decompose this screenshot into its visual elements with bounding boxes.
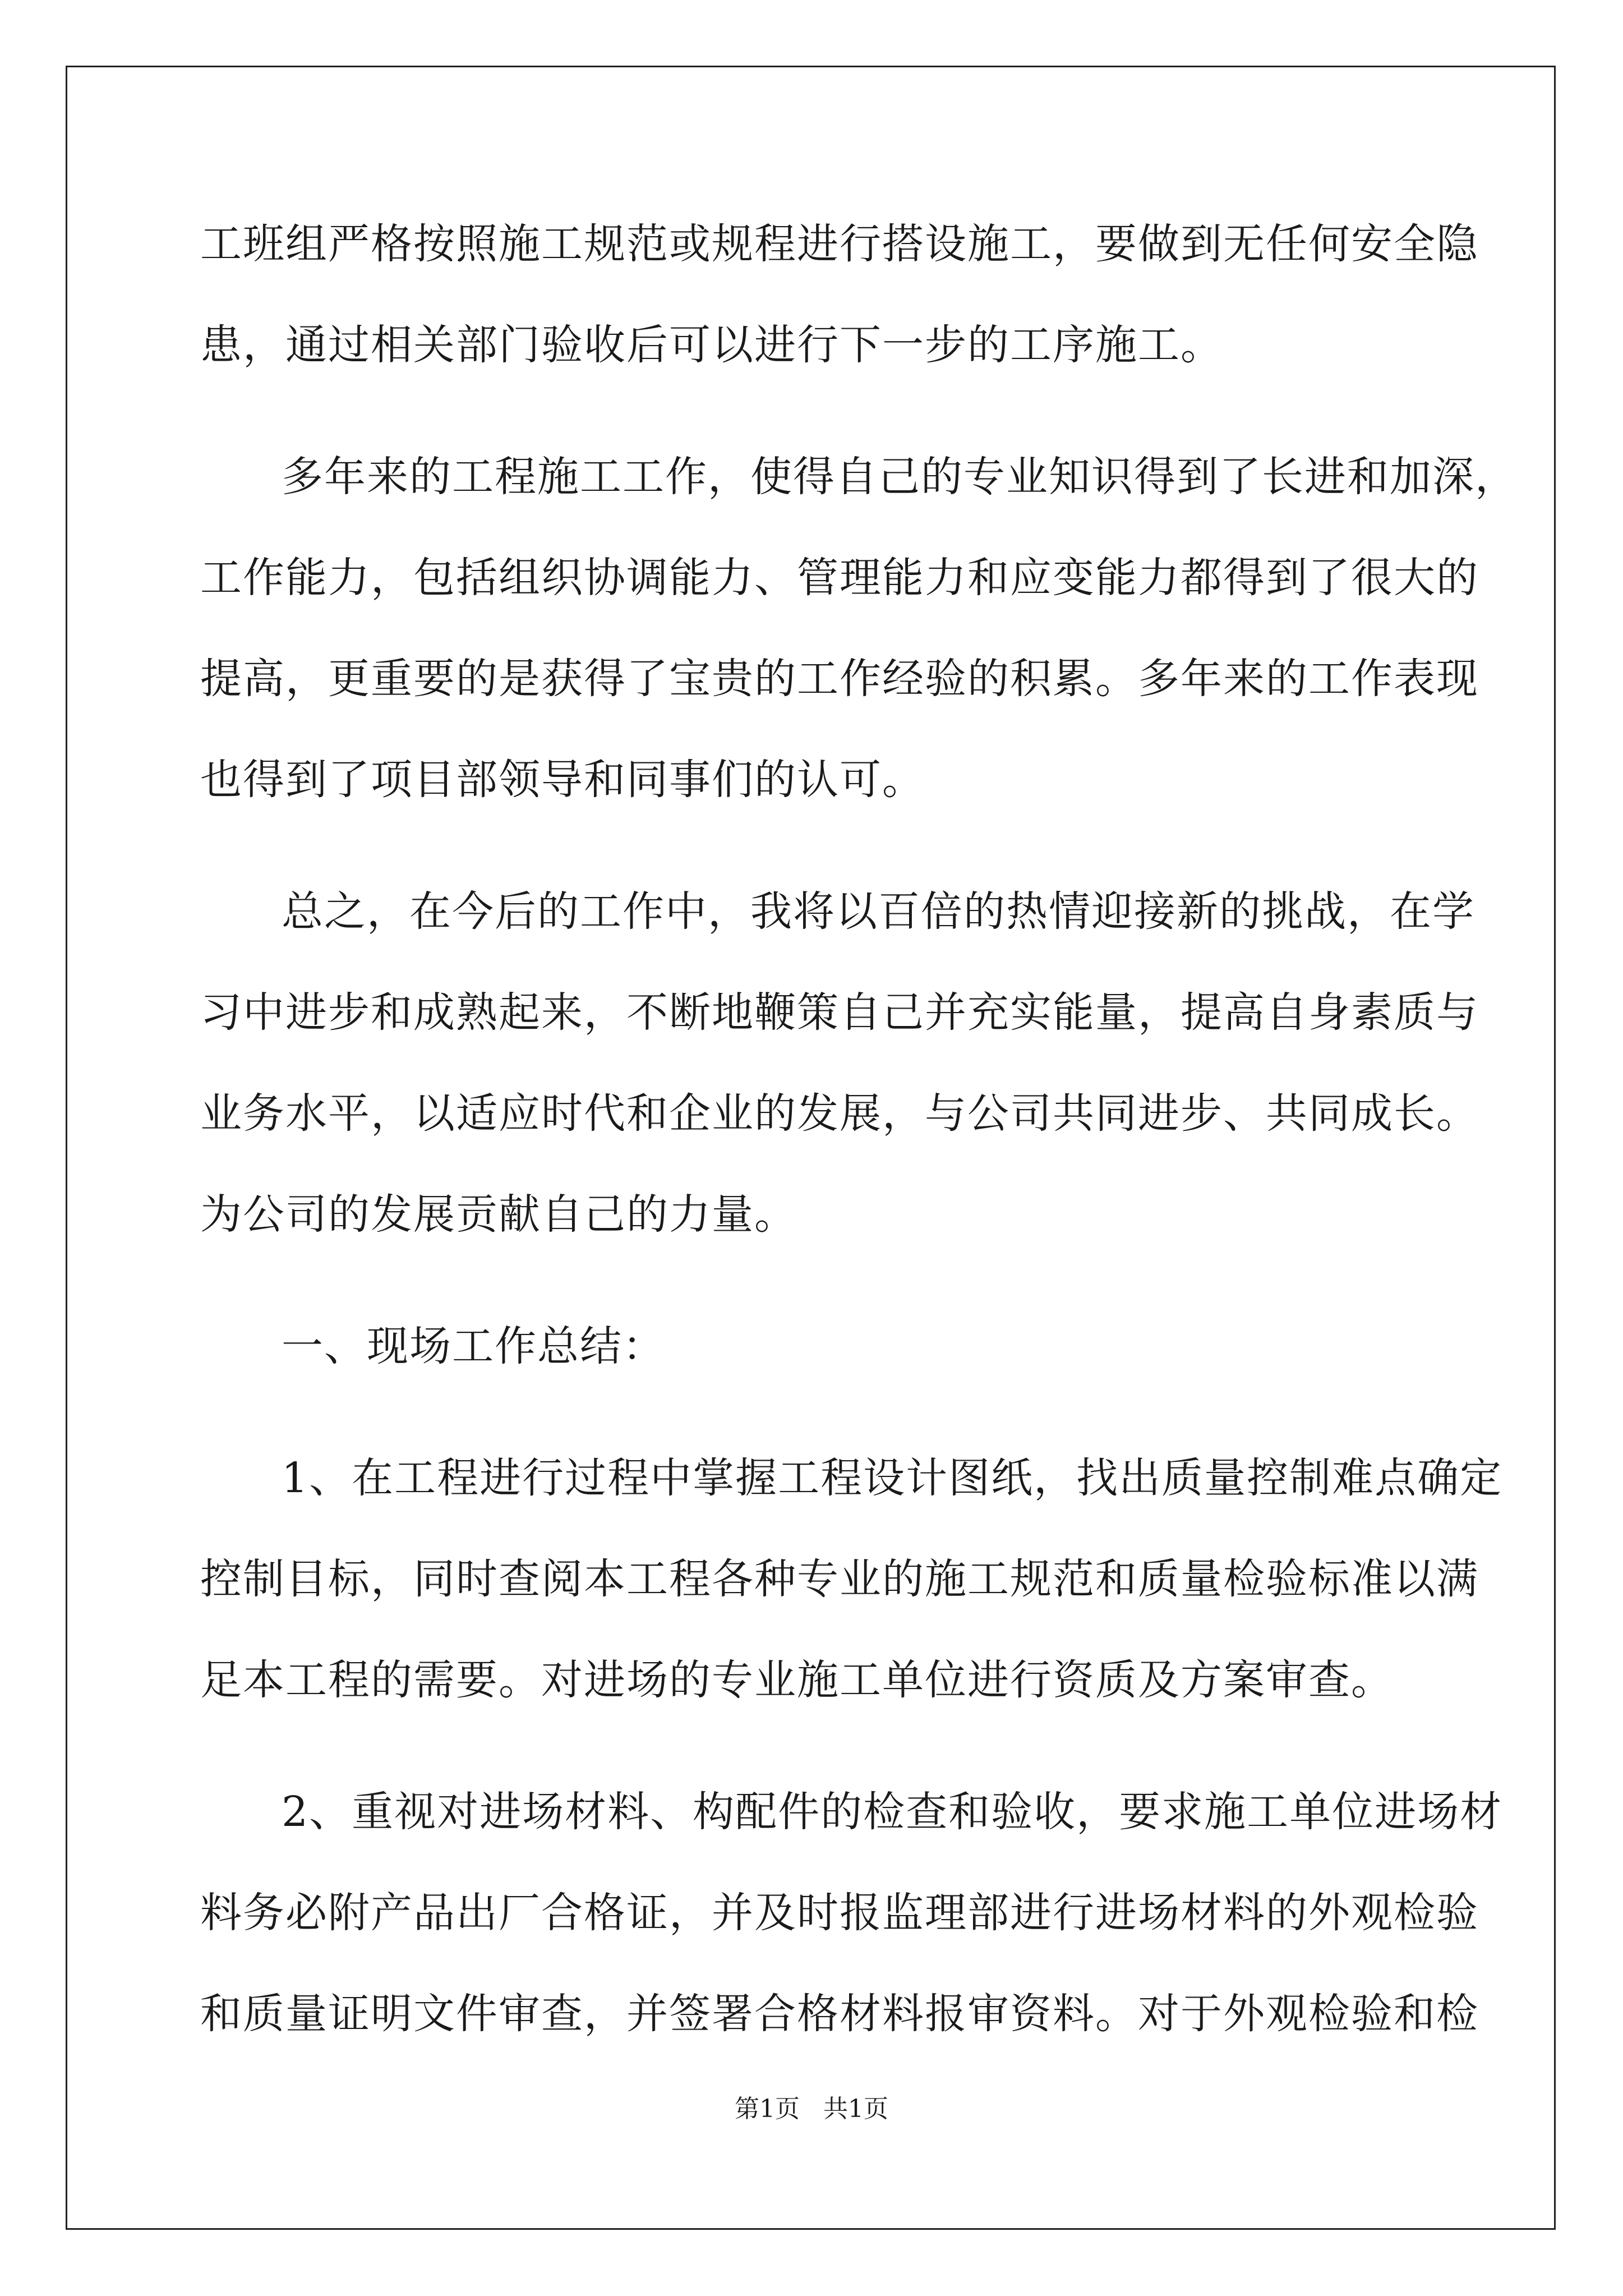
text-line: 为公司的发展贡献自己的力量。 bbox=[200, 1190, 797, 1239]
text-line: 1、在工程进行过程中掌握工程设计图纸，找出质量控制难点确定 bbox=[282, 1454, 1503, 1502]
text-line: 提高，更重要的是获得了宝贵的工作经验的积累。多年来的工作表现 bbox=[200, 655, 1479, 703]
text-line: 控制目标，同时查阅本工程各种专业的施工规范和质量检验标准以满 bbox=[200, 1555, 1479, 1603]
text-line: 和质量证明文件审查，并签署合格材料报审资料。对于外观检验和检 bbox=[200, 1990, 1479, 2038]
text-line: 工班组严格按照施工规范或规程进行搭设施工，要做到无任何安全隐 bbox=[200, 220, 1479, 268]
text-line: 习中进步和成熟起来，不断地鞭策自己并充实能量，提高自身素质与 bbox=[200, 988, 1479, 1037]
text-line: 2、重视对进场材料、构配件的检查和验收，要求施工单位进场材 bbox=[282, 1788, 1503, 1836]
text-line: 患，通过相关部门验收后可以进行下一步的工序施工。 bbox=[200, 321, 1223, 369]
page-total: 共1页 bbox=[823, 2095, 888, 2123]
text-line: 工作能力，包括组织协调能力、管理能力和应变能力都得到了很大的 bbox=[200, 554, 1479, 602]
page-footer bbox=[0, 2092, 1623, 2126]
text-line: 料务必附产品出厂合格证，并及时报监理部进行进场材料的外观检验 bbox=[200, 1889, 1479, 1937]
text-line: 总之，在今后的工作中，我将以百倍的热情迎接新的挑战，在学 bbox=[282, 887, 1475, 936]
text-line: 足本工程的需要。对进场的专业施工单位进行资质及方案审查。 bbox=[200, 1656, 1394, 1704]
text-line: 也得到了项目部领导和同事们的认可。 bbox=[200, 756, 925, 804]
text-line: 业务水平，以适应时代和企业的发展，与公司共同进步、共同成长。 bbox=[200, 1089, 1479, 1138]
section-heading: 一、现场工作总结： bbox=[282, 1322, 665, 1370]
text-line: 多年来的工程施工工作，使得自己的专业知识得到了长进和加深， bbox=[282, 453, 1518, 501]
page-number: 第1页 bbox=[735, 2095, 800, 2123]
